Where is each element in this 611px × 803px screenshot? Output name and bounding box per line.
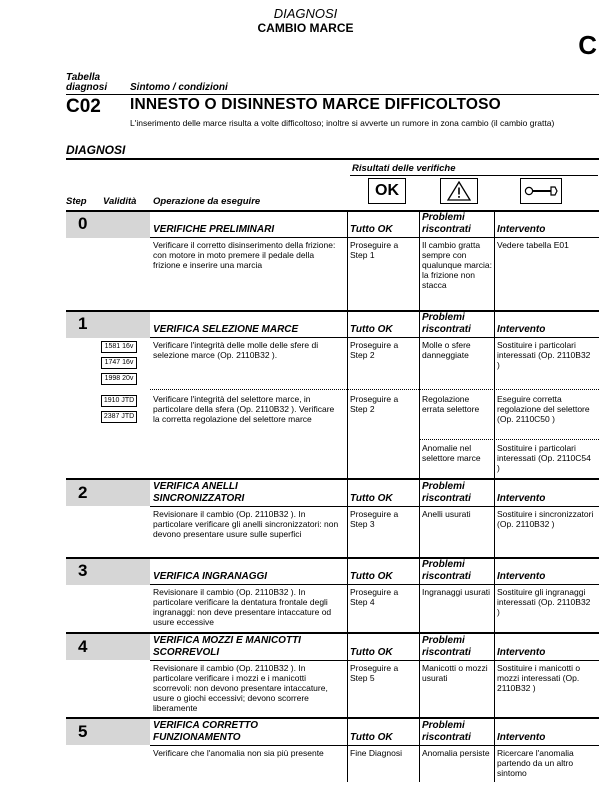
column-separator	[419, 212, 420, 782]
step-action: Sostituire gli ingranaggi interessati (Op. 2110B32 )	[497, 587, 591, 617]
problems-label: Problemi riscontrati	[422, 720, 471, 743]
warning-triangle-icon	[440, 178, 478, 204]
divider	[150, 506, 599, 507]
symptom-label: Sintomo / condizioni	[130, 82, 228, 93]
step-problem: Anomalia persiste	[422, 748, 490, 758]
step-operation: Verificare l'integrità del selettore marce, in particolare della sfera (Op. 2110B32 ). Verificare la corretta regolazione del selettore marce	[153, 394, 335, 424]
step-operation: Verificare che l'anomalia non sia più presente	[153, 748, 324, 758]
step-problem: Ingranaggi usurati	[422, 587, 491, 597]
step-title: VERIFICA MOZZI E MANICOTTI SCORREVOLI	[153, 635, 301, 658]
step-title: VERIFICA INGRANAGGI	[153, 571, 268, 582]
engine-badge: 1998 20v	[101, 373, 137, 385]
action-label: Intervento	[497, 493, 546, 504]
step-ok-result: Fine Diagnosi	[350, 748, 402, 758]
table-label-2: diagnosi	[66, 82, 108, 93]
step-ok-result: Proseguire a Step 5	[350, 663, 399, 683]
col-operation: Operazione da eseguire	[153, 196, 261, 207]
step-title: VERIFICHE PRELIMINARI	[153, 224, 275, 235]
step-action: Ricercare l'anomalia partendo da un altro sintomo	[497, 748, 574, 778]
divider	[150, 745, 599, 746]
step-number: 1	[78, 314, 88, 333]
divider	[150, 660, 599, 661]
step-number: 5	[78, 722, 88, 741]
divider	[150, 337, 599, 338]
divider	[150, 237, 599, 238]
divider	[150, 584, 599, 585]
step-operation: Revisionare il cambio (Op. 2110B32 ). In particolare verificare la dentatura frontale degli ingranaggi: non deve presentare intaccature od usure eccessive	[153, 587, 332, 627]
step-ok-result: Proseguire a Step 3	[350, 509, 399, 529]
ok-box	[368, 178, 406, 204]
step-action: Vedere tabella E01	[497, 240, 569, 250]
step-problem: Il cambio gratta sempre con qualunque marcia: la frizione non stacca	[422, 240, 492, 290]
step-ok-result: Proseguire a Step 2	[350, 340, 399, 360]
engine-badge: 1747 16v	[101, 357, 137, 369]
problems-label: Problemi riscontrati	[422, 212, 471, 235]
col-step: Step	[66, 196, 87, 207]
wrench-icon	[520, 178, 562, 204]
step-problem: Manicotti o mozzi usurati	[422, 663, 488, 683]
problems-label: Problemi riscontrati	[422, 312, 471, 335]
divider	[66, 94, 599, 95]
step-problem: Molle o sfere danneggiate	[422, 340, 471, 360]
ok-label: Tutto OK	[350, 732, 393, 743]
divider	[420, 439, 599, 440]
column-separator	[494, 212, 495, 782]
step-number: 2	[78, 483, 88, 502]
step-operation: Revisionare il cambio (Op. 2110B32 ). In particolare verificare i mozzi e i manicotti scorrevoli: non devono presentare intaccature, usure o giochi eccessivi; devono scorrere liberamente	[153, 663, 328, 713]
step-action: Sostituire i particolari interessati (Op. 2110B32 )	[497, 340, 591, 370]
ok-label: Tutto OK	[350, 493, 393, 504]
action-label: Intervento	[497, 224, 546, 235]
step-action: Sostituire i sincronizzatori (Op. 2110B32 )	[497, 509, 594, 529]
step-title: VERIFICA SELEZIONE MARCE	[153, 324, 299, 335]
action-label: Intervento	[497, 324, 546, 335]
step-action: Sostituire i particolari interessati (Op. 2110C54 )	[497, 443, 591, 473]
table-label-1: Tabella	[66, 72, 101, 83]
step-ok-result: Proseguire a Step 4	[350, 587, 399, 607]
step-title: VERIFICA CORRETTO FUNZIONAMENTO	[153, 720, 259, 743]
ok-label: Tutto OK	[350, 647, 393, 658]
ok-label: Tutto OK	[350, 571, 393, 582]
diagnosis-code: C02	[66, 96, 101, 117]
diagnosi-heading: DIAGNOSI	[66, 143, 126, 157]
section-subtitle: CAMBIO MARCE	[257, 21, 354, 35]
ok-label: Tutto OK	[350, 324, 393, 335]
step-operation: Verificare l'integrità delle molle delle sfere di selezione marce (Op. 2110B32 ).	[153, 340, 319, 360]
step-title: VERIFICA ANELLI SINCRONIZZATORI	[153, 481, 245, 504]
problems-label: Problemi riscontrati	[422, 559, 471, 582]
ok-label: Tutto OK	[350, 224, 393, 235]
col-validity: Validità	[103, 196, 137, 207]
action-label: Intervento	[497, 571, 546, 582]
engine-badge: 1581 16v	[101, 341, 137, 353]
step-number: 4	[78, 637, 88, 656]
engine-badge: 1910 JTD	[101, 395, 137, 407]
step-ok-result: Proseguire a Step 1	[350, 240, 399, 260]
diagnosis-description: L'inserimento delle marce risulta a volte difficoltoso; inoltre si avverte un rumore in zona cambio (il cambio gratta)	[130, 118, 555, 128]
step-operation: Verificare il corretto disinserimento della frizione: con motore in moto premere il pedale della frizione e inserire una marcia	[153, 240, 336, 270]
divider	[150, 389, 599, 390]
results-label: Risultati delle verifiche	[352, 163, 456, 174]
problems-label: Problemi riscontrati	[422, 635, 471, 658]
diagnosis-title: INNESTO O DISINNESTO MARCE DIFFICOLTOSO	[130, 96, 501, 113]
engine-badge: 2387 JTD	[101, 411, 137, 423]
step-ok-result: Proseguire a Step 2	[350, 394, 399, 414]
problems-label: Problemi riscontrati	[422, 481, 471, 504]
ok-label: OK	[375, 182, 399, 199]
divider	[350, 175, 598, 176]
step-number: 0	[78, 214, 88, 233]
action-label: Intervento	[497, 732, 546, 743]
step-action: Sostituire i manicotti o mozzi interessati (Op. 2110B32 )	[497, 663, 581, 693]
step-problem: Anomalie nel selettore marce	[422, 443, 481, 463]
column-separator	[347, 212, 348, 782]
section-title: DIAGNOSI	[273, 6, 338, 21]
step-number: 3	[78, 561, 88, 580]
action-label: Intervento	[497, 647, 546, 658]
step-problem: Regolazione errata selettore	[422, 394, 480, 414]
step-problem: Anelli usurati	[422, 509, 471, 519]
section-letter: C	[578, 30, 597, 60]
step-operation: Revisionare il cambio (Op. 2110B32 ). In particolare verificare gli anelli sincronizzatori: non devono presentare usure sulle superfici	[153, 509, 339, 539]
divider	[66, 158, 599, 160]
step-action: Eseguire corretta regolazione del selettore (Op. 2110C50 )	[497, 394, 590, 424]
